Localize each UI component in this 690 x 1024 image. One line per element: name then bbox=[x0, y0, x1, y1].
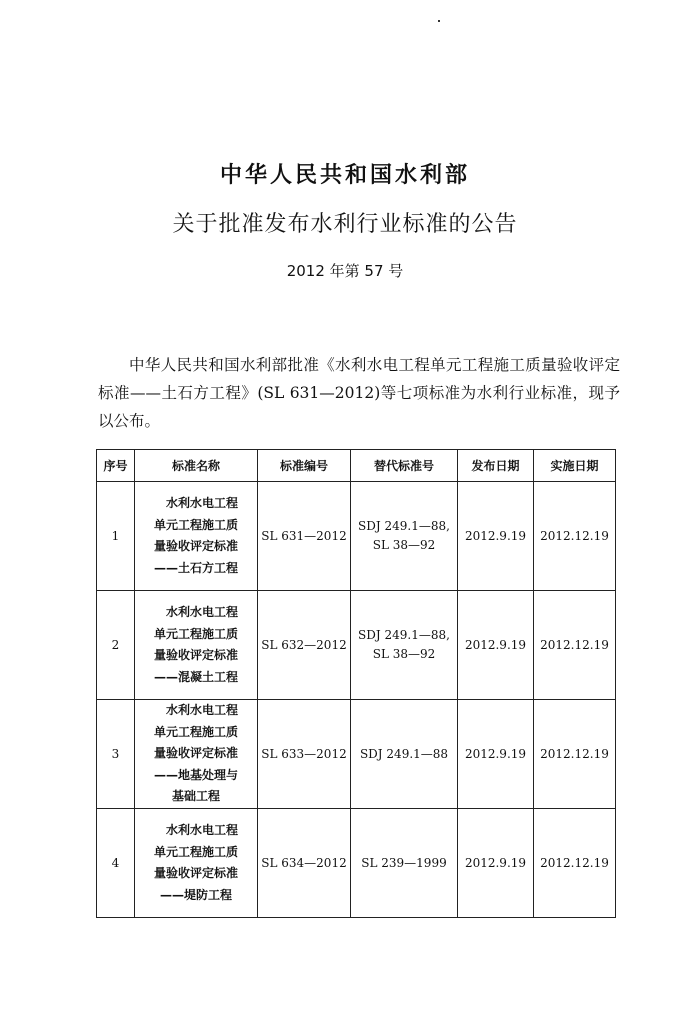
issue-date: 2012.9.19 bbox=[458, 809, 534, 918]
row-no: 1 bbox=[97, 482, 135, 591]
standard-code: SL 632—2012 bbox=[258, 591, 351, 700]
effective-date: 2012.12.19 bbox=[534, 809, 616, 918]
header-issue-date: 发布日期 bbox=[458, 450, 534, 482]
issuer-title: 中华人民共和国水利部 bbox=[219, 163, 470, 188]
table-row bbox=[97, 591, 616, 700]
effective-date: 2012.12.19 bbox=[534, 591, 616, 700]
replaced-line: SL 38—92 bbox=[372, 538, 436, 552]
row-no: 2 bbox=[97, 591, 135, 700]
replaced-standard bbox=[351, 591, 458, 700]
name-line: 水利水电工程 bbox=[165, 703, 238, 718]
name-line: ——堤防工程 bbox=[159, 887, 232, 902]
name-line: 量验收评定标准 bbox=[153, 648, 238, 662]
name-line: 量验收评定标准 bbox=[153, 866, 238, 880]
announcement-paragraph: 中华人民共和国水利部批准《水利水电工程单元工程施工质量验收评定标准——土石方工程》(SL 631—2012)等七项标准为水利行业标准，现予以公布。 bbox=[98, 355, 620, 430]
standard-name bbox=[135, 809, 258, 918]
standard-name bbox=[135, 482, 258, 591]
name-line: 水利水电工程 bbox=[165, 496, 238, 510]
name-line: 单元工程施工质 bbox=[153, 626, 238, 641]
issue-date: 2012.9.19 bbox=[458, 482, 534, 591]
effective-date: 2012.12.19 bbox=[534, 482, 616, 591]
replaced-standard bbox=[351, 482, 458, 591]
table-row bbox=[97, 700, 616, 809]
name-line: 单元工程施工质 bbox=[153, 844, 238, 859]
standard-name bbox=[135, 591, 258, 700]
replaced-line: SDJ 249.1—88, bbox=[358, 519, 450, 533]
issue-date: 2012.9.19 bbox=[458, 700, 534, 809]
header-replaced: 替代标准号 bbox=[351, 450, 458, 482]
standard-code: SL 633—2012 bbox=[258, 700, 351, 809]
name-line: ——地基处理与 bbox=[153, 767, 238, 782]
name-line: ——土石方工程 bbox=[153, 560, 238, 575]
replaced-line: SL 239—1999 bbox=[361, 855, 447, 870]
table-row bbox=[97, 482, 616, 591]
name-line: 量验收评定标准 bbox=[153, 539, 238, 553]
table-header-row bbox=[97, 450, 616, 482]
name-line: 单元工程施工质 bbox=[153, 724, 238, 739]
standard-code: SL 631—2012 bbox=[258, 482, 351, 591]
issue-date: 2012.9.19 bbox=[458, 591, 534, 700]
header-code: 标准编号 bbox=[258, 450, 351, 482]
replaced-standard bbox=[351, 809, 458, 918]
table-row bbox=[97, 809, 616, 918]
header-no: 序号 bbox=[97, 450, 135, 482]
name-line: 单元工程施工质 bbox=[153, 517, 238, 532]
name-line: 水利水电工程 bbox=[165, 605, 238, 619]
scan-speck bbox=[438, 20, 440, 22]
standard-name bbox=[135, 700, 258, 809]
row-no: 4 bbox=[97, 809, 135, 918]
effective-date: 2012.12.19 bbox=[534, 700, 616, 809]
row-no: 3 bbox=[97, 700, 135, 809]
name-line: 量验收评定标准 bbox=[153, 746, 238, 761]
announcement-number: 2012 年第 57 号 bbox=[286, 262, 404, 280]
replaced-line: SDJ 249.1—88, bbox=[358, 628, 450, 642]
replaced-line: SL 38—92 bbox=[372, 647, 436, 661]
announcement-title: 关于批准发布水利行业标准的公告 bbox=[172, 212, 518, 237]
replaced-standard bbox=[351, 700, 458, 809]
standards-table bbox=[96, 449, 616, 918]
name-line: 水利水电工程 bbox=[165, 823, 238, 837]
replaced-line: SDJ 249.1—88 bbox=[359, 746, 449, 761]
header-name: 标准名称 bbox=[135, 450, 258, 482]
header-effective-date: 实施日期 bbox=[534, 450, 616, 482]
standard-code: SL 634—2012 bbox=[258, 809, 351, 918]
name-line: ——混凝土工程 bbox=[153, 669, 238, 684]
name-line: 基础工程 bbox=[171, 789, 220, 804]
